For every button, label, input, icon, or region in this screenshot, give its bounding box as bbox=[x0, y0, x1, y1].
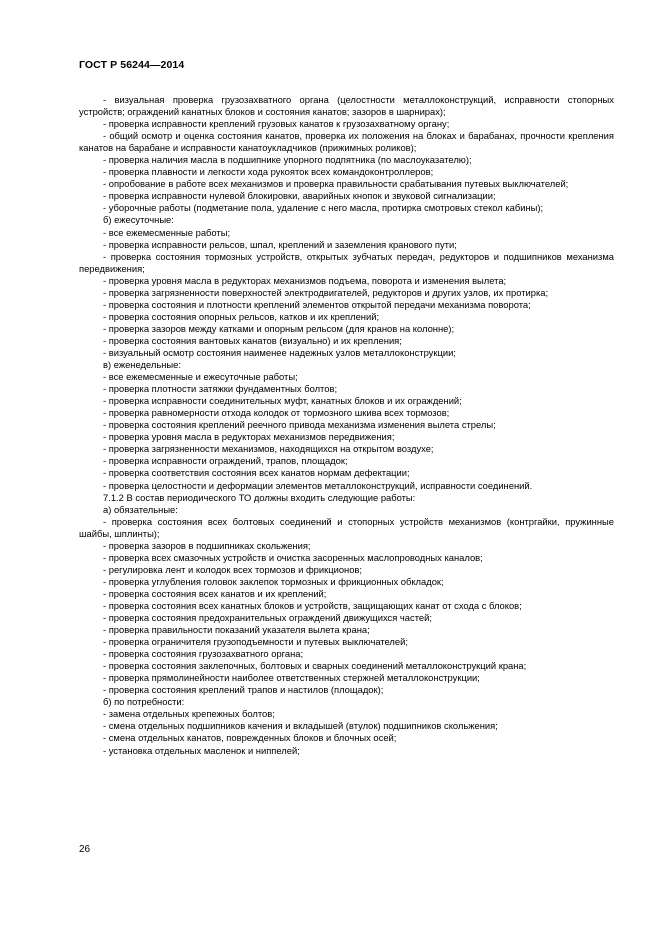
paragraph: б) ежесуточные: bbox=[103, 214, 174, 226]
paragraph: - смена отдельных подшипников качения и вкладышей (втулок) подшипников скольжения; bbox=[103, 720, 498, 732]
paragraph: - визуальный осмотр состояния наименее надежных узлов металлоконструкции; bbox=[103, 346, 456, 358]
paragraph: - проверка наличия масла в подшипнике упорного подпятника (по маслоуказателю); bbox=[103, 154, 472, 166]
paragraph: - смена отдельных канатов, поврежденных блоков и блочных осей; bbox=[103, 732, 397, 744]
paragraph: - регулировка лент и колодок всех тормозов и фрикционов; bbox=[103, 563, 363, 575]
paragraph: б) по потребности: bbox=[103, 696, 185, 708]
document-header: ГОСТ Р 56244—2014 bbox=[79, 59, 185, 71]
paragraph: а) обязательные: bbox=[103, 503, 178, 515]
paragraph: - все ежемесменные работы; bbox=[103, 226, 231, 238]
paragraph: - проверка зазоров в подшипниках скольжения; bbox=[103, 539, 311, 551]
paragraph: - проверка состояния предохранительных ограждений движущихся частей; bbox=[103, 612, 432, 624]
paragraph: - проверка состояния всех канатов и их креплений; bbox=[103, 587, 327, 599]
paragraph: - проверка углубления головок заклепок тормозных и фрикционных обкладок; bbox=[103, 575, 444, 587]
paragraph: - проверка состояния креплений трапов и настилов (площадок); bbox=[103, 684, 384, 696]
paragraph: - проверка плотности затяжки фундаментных болтов; bbox=[103, 383, 338, 395]
paragraph: в) еженедельные: bbox=[103, 359, 181, 371]
paragraph: - проверка загрязненности механизмов, находящихся на открытом воздухе; bbox=[103, 443, 434, 455]
paragraph: - общий осмотр и оценка состояния канатов, проверка их положения на блоках и барабанах, прочности крепления канатов на барабане и исправности канатоукладчиков (прижимных роликов); bbox=[79, 130, 614, 154]
page-number: 26 bbox=[79, 844, 91, 855]
paragraph: - проверка целостности и деформации элементов металлоконструкций, исправности соединений. bbox=[103, 479, 533, 491]
paragraph: - проверка соответствия состояния всех канатов нормам дефектации; bbox=[103, 467, 410, 479]
paragraph: - проверка всех смазочных устройств и очистка засоренных маслопроводных каналов; bbox=[103, 551, 483, 563]
paragraph: - проверка плавности и легкости хода рукояток всех командоконтроллеров; bbox=[103, 166, 434, 178]
paragraph: - проверка прямолинейности наиболее ответственных стержней металлоконструкции; bbox=[103, 672, 480, 684]
paragraph: - проверка исправности креплений грузовых канатов к грузозахватному органу; bbox=[103, 118, 450, 130]
paragraph: - уборочные работы (подметание пола, удаление с него масла, протирка смотровых стекол кабины); bbox=[103, 202, 544, 214]
paragraph: - замена отдельных крепежных болтов; bbox=[103, 708, 275, 720]
paragraph: - проверка загрязненности поверхностей электродвигателей, редукторов и других узлов, их протирка; bbox=[103, 286, 549, 298]
paragraph: - проверка состояния всех болтовых соединений и стопорных устройств механизмов (контргайки, пружинные шайбы, шплинты); bbox=[79, 515, 614, 539]
paragraph: - проверка уровня масла в редукторах механизмов передвижения; bbox=[103, 431, 395, 443]
paragraph: - проверка состояния креплений реечного привода механизма изменения вылета стрелы; bbox=[103, 419, 496, 431]
paragraph: - проверка зазоров между катками и опорным рельсом (для кранов на колонне); bbox=[103, 322, 455, 334]
paragraph: - проверка уровня масла в редукторах механизмов подъема, поворота и изменения вылета; bbox=[103, 274, 507, 286]
paragraph: - все ежемесменные и ежесуточные работы; bbox=[103, 371, 298, 383]
paragraph: - проверка состояния вантовых канатов (визуально) и их крепления; bbox=[103, 334, 402, 346]
paragraph: - проверка состояния и плотности креплений элементов открытой передачи механизма поворота; bbox=[103, 298, 531, 310]
paragraph: - проверка равномерности отхода колодок от тормозного шкива всех тормозов; bbox=[103, 407, 450, 419]
paragraph: - проверка правильности показаний указателя вылета крана; bbox=[103, 624, 370, 636]
paragraph: - проверка состояния тормозных устройств, открытых зубчатых передач, редукторов и подшипников механизма передвижения; bbox=[79, 250, 614, 274]
paragraph: - визуальная проверка грузозахватного органа (целостности металлоконструкций, исправности стопорных устройств; ограждений канатных блоков и состояния канатов; зазоров в шарнирах); bbox=[79, 94, 614, 118]
paragraph: - проверка исправности соединительных муфт, канатных блоков и их ограждений; bbox=[103, 395, 462, 407]
document-body bbox=[79, 94, 614, 757]
paragraph: - проверка состояния всех канатных блоков и устройств, защищающих канат от схода с блоков; bbox=[103, 599, 522, 611]
paragraph: - проверка исправности ограждений, трапов, площадок; bbox=[103, 455, 348, 467]
paragraph: - установка отдельных масленок и ниппелей; bbox=[103, 744, 300, 756]
paragraph: - проверка ограничителя грузоподъемности и путевых выключателей; bbox=[103, 636, 408, 648]
paragraph: - проверка состояния грузозахватного органа; bbox=[103, 648, 304, 660]
paragraph: - проверка состояния заклепочных, болтовых и сварных соединений металлоконструкций крана; bbox=[103, 660, 527, 672]
paragraph: - проверка состояния опорных рельсов, катков и их креплений; bbox=[103, 310, 380, 322]
paragraph: 7.1.2 В состав периодического ТО должны входить следующие работы: bbox=[103, 491, 416, 503]
paragraph: - проверка исправности рельсов, шпал, креплений и заземления кранового пути; bbox=[103, 238, 457, 250]
paragraph: - проверка исправности нулевой блокировки, аварийных кнопок и звуковой сигнализации; bbox=[103, 190, 496, 202]
paragraph: - опробование в работе всех механизмов и проверка правильности срабатывания путевых выключателей; bbox=[103, 178, 569, 190]
